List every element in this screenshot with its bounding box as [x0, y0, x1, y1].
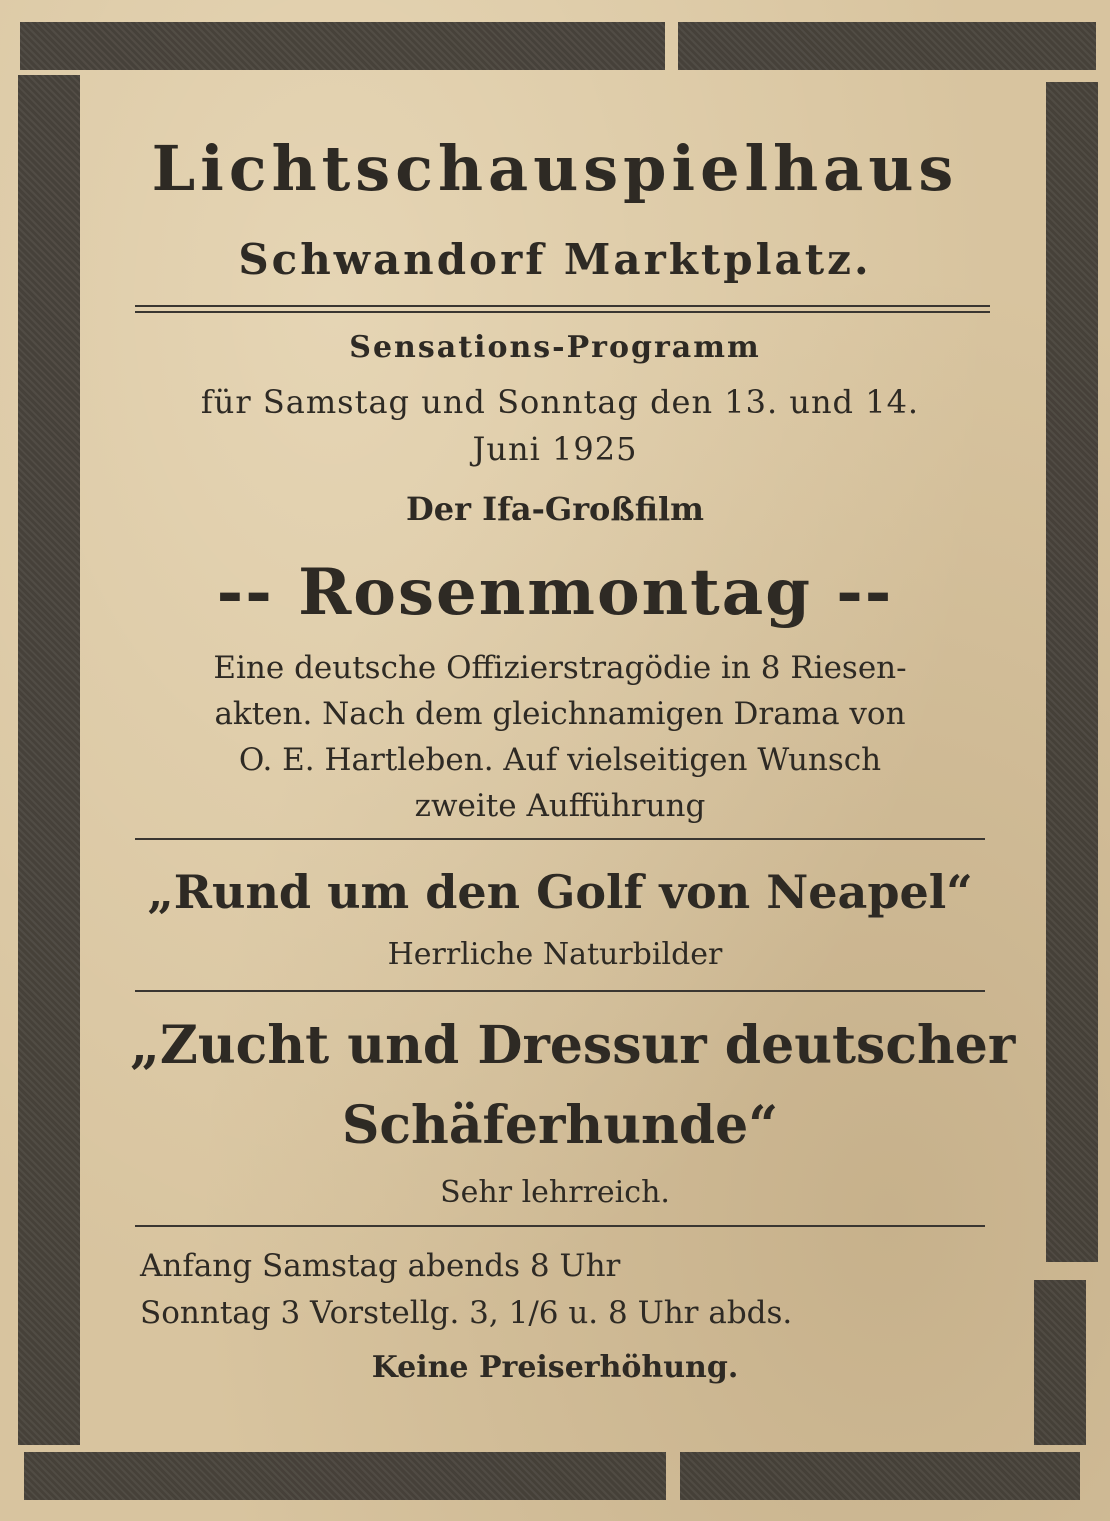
border-bar-top-left — [20, 22, 665, 70]
feature-desc-line4: zweite Aufführung — [414, 788, 706, 824]
schedule-line2: Sonntag 3 Vorstellg. 3, 1/6 u. 8 Uhr abds. — [140, 1295, 793, 1331]
feature-description — [130, 645, 990, 829]
border-bar-right-lower — [1034, 1280, 1086, 1445]
feature-desc-line1: Eine deutsche Offizierstragödie in 8 Riesen- — [213, 650, 907, 686]
program-dates-line2: Juni 1925 — [472, 430, 638, 468]
border-bar-left — [18, 75, 80, 1445]
divider — [135, 838, 985, 840]
film3-title-line2: Schäferhunde“ — [341, 1095, 779, 1156]
film2-title: „Rund um den Golf von Neapel“ — [147, 865, 973, 919]
border-bar-bottom-right — [680, 1452, 1080, 1500]
schedule-line1: Anfang Samstag abends 8 Uhr — [140, 1248, 621, 1284]
feature-desc-line2: akten. Nach dem gleichnamigen Drama von — [214, 696, 906, 732]
cinema-location: Schwandorf Marktplatz. — [238, 235, 872, 284]
program-label: Sensations-Programm — [349, 330, 761, 365]
border-bar-right-upper — [1046, 82, 1098, 1262]
film3-title-line1: „Zucht und Dressur deutscher — [130, 1015, 1016, 1076]
cinema-name: Lichtschauspielhaus — [151, 132, 959, 205]
film3-subtitle: Sehr lehrreich. — [440, 1175, 670, 1210]
feature-intro: Der Ifa-Großfilm — [406, 490, 704, 528]
divider — [135, 1225, 985, 1227]
program-dates-line1: für Samstag und Sonntag den 13. und 14. — [200, 383, 920, 421]
film2-subtitle: Herrliche Naturbilder — [387, 937, 723, 972]
border-bar-top-right — [678, 22, 1096, 70]
feature-title: -- Rosenmontag -- — [216, 555, 894, 630]
price-note: Keine Preiserhöhung. — [371, 1350, 739, 1385]
divider-double — [135, 305, 990, 313]
divider — [135, 990, 985, 992]
border-bar-bottom-left — [24, 1452, 666, 1500]
feature-desc-line3: O. E. Hartleben. Auf vielseitigen Wunsch — [238, 742, 882, 778]
